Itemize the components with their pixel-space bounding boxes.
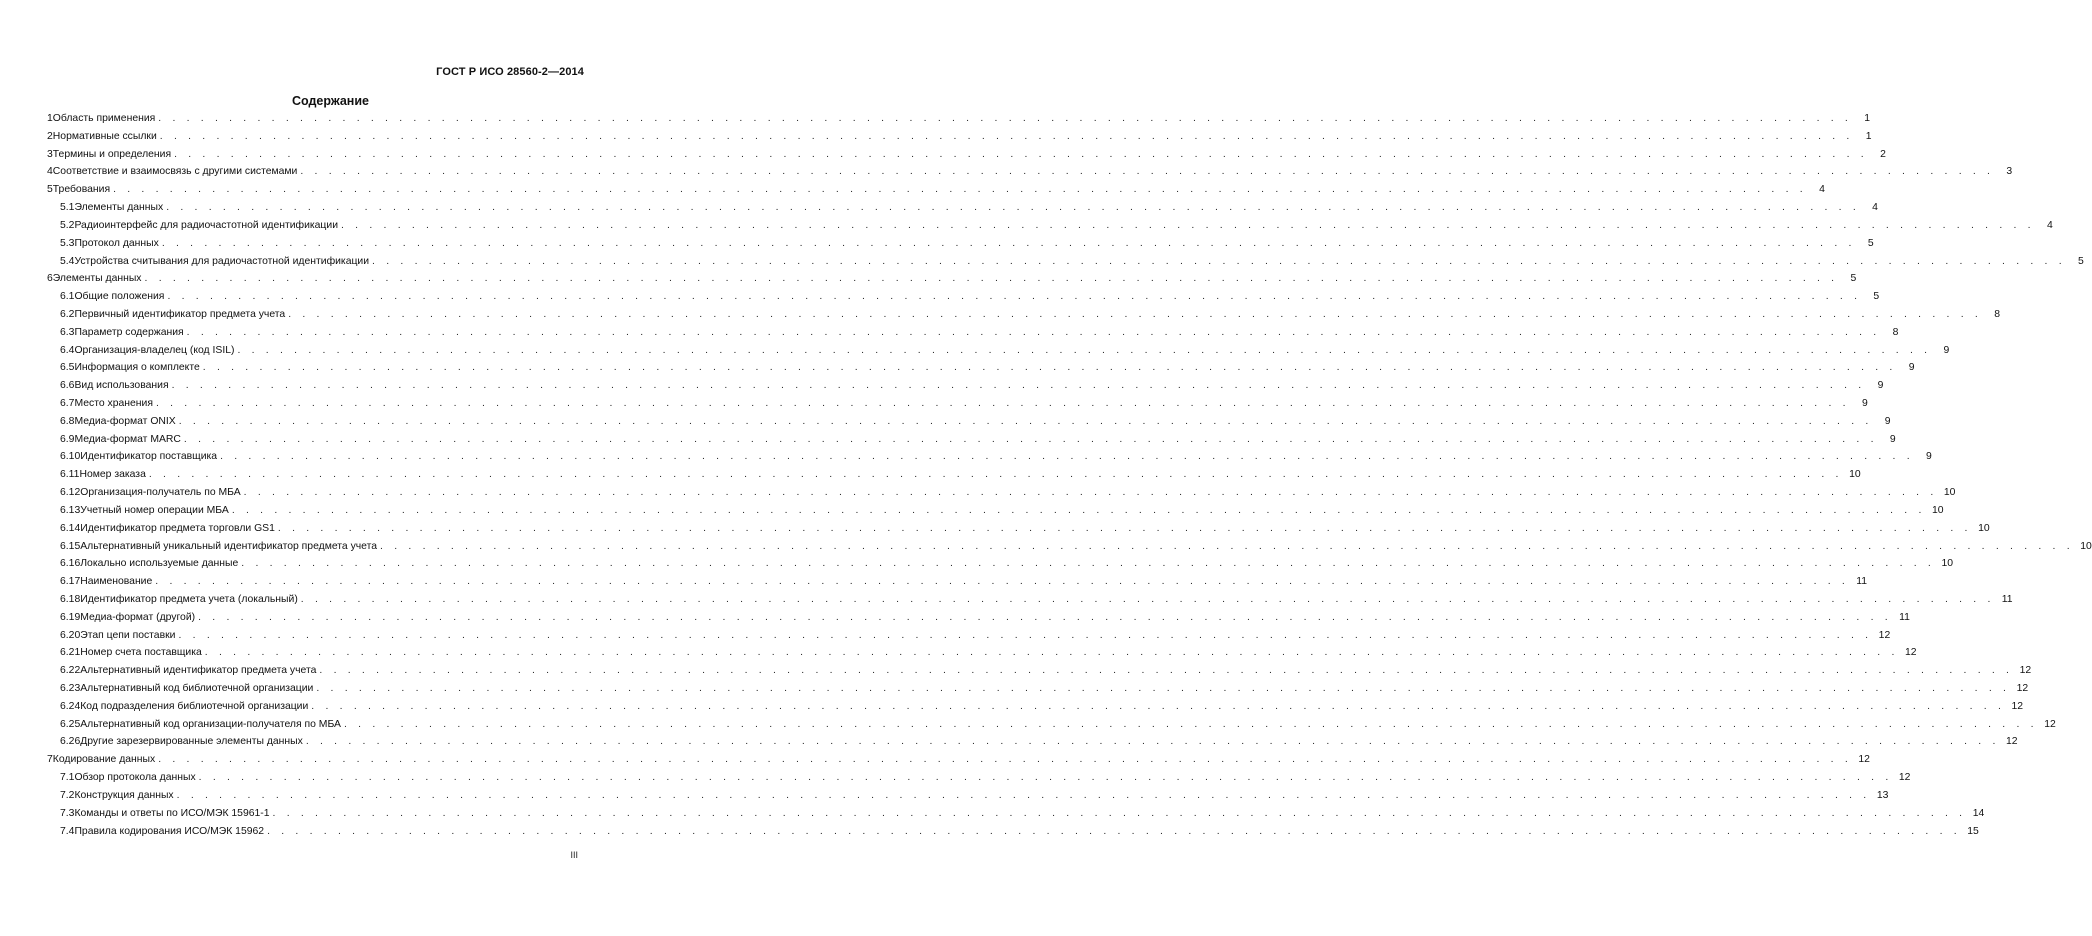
- table-of-contents: [47, 113, 2092, 843]
- toc-entry-page: 4: [2046, 219, 2053, 231]
- toc-entry-number: 6.25: [60, 718, 81, 730]
- toc-entry[interactable]: [47, 362, 1915, 380]
- toc-entry[interactable]: [47, 451, 1932, 469]
- toc-entry-label: Медиа-формат ONIX: [74, 415, 176, 427]
- dot-leader: . . . . . . . . . . . . . . . . . . . . . . . . . . . . . . . . . . . . . . . . . . . . . . . . . . . . . . . . . . . . . . . . . . . . . . . . . . . . . . . . . . . . . . . . . . . . . . . . . . . . . . . . . . . . . . . . . . . . . . . .: [159, 130, 1854, 142]
- toc-entry-label: Этап цепи поставки: [80, 629, 176, 641]
- toc-entry-page: 2: [1880, 148, 1886, 160]
- toc-entry[interactable]: [47, 255, 2084, 274]
- toc-entry-page: 1: [1864, 113, 1871, 124]
- toc-entry-page: 10: [1849, 469, 1861, 481]
- page-title: Содержание: [291, 94, 369, 108]
- dot-leader: . . . . . . . . . . . . . . . . . . . . . . . . . . . . . . . . . . . . . . . . . . . . . . . . . . . . . . . . . . . . . . . . . . . . . . . . . . . . . . . . . . . . . . . . . . . . . . . . . . . . . . . . . . . . . . . . . . . . . . . .: [305, 736, 2000, 748]
- dot-leader: . . . . . . . . . . . . . . . . . . . . . . . . . . . . . . . . . . . . . . . . . . . . . . . . . . . . . . . . . . . . . . . . . . . . . . . . . . . . . . . . . . . . . . . . . . . . . . . . . . . . . . . . . . . . . . . . . . . . . . . .: [155, 576, 1850, 588]
- toc-entry-number: 6.2: [60, 308, 75, 320]
- toc-entry[interactable]: [47, 825, 1979, 844]
- dot-leader: . . . . . . . . . . . . . . . . . . . . . . . . . . . . . . . . . . . . . . . . . . . . . . . . . . . . . . . . . . . . . . . . . . . . . . . . . . . . . . . . . . . . . . . . . . . . . . . . . . . . . . . . . . . . . . . . . . . . . . . .: [300, 593, 1995, 605]
- dot-leader: . . . . . . . . . . . . . . . . . . . . . . . . . . . . . . . . . . . . . . . . . . . . . . . . . . . . . . . . . . . . . . . . . . . . . . . . . . . . . . . . . . . . . . . . . . . . . . . . . . . . . . . . . . . . . . . . . . . . . . . .: [198, 611, 1892, 623]
- dot-leader: . . . . . . . . . . . . . . . . . . . . . . . . . . . . . . . . . . . . . . . . . . . . . . . . . . . . . . . . . . . . . . . . . . . . . . . . . . . . . . . . . . . . . . . . . . . . . . . . . . . . . . . . . . . . . . . . . . . . . . . .: [186, 326, 1881, 338]
- toc-entry-page: 1: [1865, 130, 1872, 142]
- toc-entry-number: 2: [47, 130, 53, 142]
- toc-entry-label: Устройства считывания для радиочастотной идентификации: [74, 255, 370, 267]
- toc-entry-number: 7.3: [60, 807, 75, 819]
- toc-entry-number: 7.1: [60, 772, 75, 784]
- toc-entry-label: Радиоинтерфейс для радиочастотной идентификации: [74, 219, 338, 231]
- dot-leader: . . . . . . . . . . . . . . . . . . . . . . . . . . . . . . . . . . . . . . . . . . . . . . . . . . . . . . . . . . . . . . . . . . . . . . . . . . . . . . . . . . . . . . . . . . . . . . . . . . . . . . . . . . . . . . . . . . . . . . . .: [288, 308, 1982, 320]
- toc-entry[interactable]: [47, 308, 2000, 327]
- toc-entry-number: 5.3: [60, 237, 75, 249]
- toc-entry-label: Идентификатор поставщика: [80, 451, 218, 463]
- toc-entry-number: 6.23: [60, 683, 81, 694]
- dot-leader: . . . . . . . . . . . . . . . . . . . . . . . . . . . . . . . . . . . . . . . . . . . . . . . . . . . . . . . . . . . . . . . . . . . . . . . . . . . . . . . . . . . . . . . . . . . . . . . . . . . . . . . . . . . . . . . . . . . . . . . .: [166, 202, 1860, 214]
- toc-entry-page: 9: [1861, 398, 1868, 409]
- toc-entry-label: Локально используемые данные: [80, 558, 239, 570]
- toc-entry-page: 8: [1892, 326, 1899, 338]
- toc-entry[interactable]: [47, 807, 1985, 826]
- toc-entry-page: 11: [2001, 593, 2013, 605]
- toc-entry[interactable]: [47, 629, 1891, 648]
- toc-entry-number: 5: [47, 184, 53, 196]
- toc-entry-page: 4: [1819, 184, 1825, 196]
- toc-entry[interactable]: [47, 469, 1861, 487]
- toc-entry[interactable]: [47, 665, 2032, 683]
- toc-entry-label: Информация о комплекте: [74, 362, 200, 374]
- toc-entry[interactable]: [47, 593, 2013, 612]
- toc-entry-number: 6.15: [60, 540, 81, 552]
- toc-entry[interactable]: [47, 504, 1944, 523]
- toc-entry-label: Организация-получатель по МБА: [80, 487, 241, 499]
- toc-entry[interactable]: [47, 772, 1911, 790]
- toc-entry-number: 7: [47, 754, 53, 766]
- toc-entry-number: 6.6: [60, 380, 75, 392]
- toc-entry[interactable]: [47, 291, 1880, 309]
- toc-entry-page: 9: [1943, 344, 1950, 356]
- toc-entry-page: 11: [1899, 611, 1910, 623]
- dot-leader: . . . . . . . . . . . . . . . . . . . . . . . . . . . . . . . . . . . . . . . . . . . . . . . . . . . . . . . . . . . . . . . . . . . . . . . . . . . . . . . . . . . . . . . . . . . . . . . . . . . . . . . . . . . . . . . . . . . . . . . .: [144, 273, 1839, 285]
- toc-entry-page: 10: [1932, 504, 1944, 516]
- document-id-header: ГОСТ Р ИСО 28560-2—2014: [436, 66, 584, 78]
- dot-leader: . . . . . . . . . . . . . . . . . . . . . . . . . . . . . . . . . . . . . . . . . . . . . . . . . . . . . . . . . . . . . . . . . . . . . . . . . . . . . . . . . . . . . . . . . . . . . . . . . . . . . . . . . . . . . . . . . . . . . . . .: [300, 166, 1995, 178]
- toc-entry-page: 4: [1872, 202, 1878, 214]
- toc-entry-page: 12: [1905, 647, 1917, 659]
- dot-leader: . . . . . . . . . . . . . . . . . . . . . . . . . . . . . . . . . . . . . . . . . . . . . . . . . . . . . . . . . . . . . . . . . . . . . . . . . . . . . . . . . . . . . . . . . . . . . . . . . . . . . . . . . . . . . . . . . . . . . . . .: [158, 754, 1852, 766]
- toc-entry-number: 6.9: [60, 433, 75, 445]
- toc-entry-number: 6.17: [60, 576, 81, 588]
- toc-entry-label: Альтернативный уникальный идентификатор предмета учета: [80, 540, 378, 552]
- dot-leader: . . . . . . . . . . . . . . . . . . . . . . . . . . . . . . . . . . . . . . . . . . . . . . . . . . . . . . . . . . . . . . . . . . . . . . . . . . . . . . . . . . . . . . . . . . . . . . . . . . . . . . . . . . . . . . . . . . . . . . . .: [372, 255, 2066, 267]
- toc-entry-page: 10: [1941, 558, 1954, 570]
- dot-leader: . . . . . . . . . . . . . . . . . . . . . . . . . . . . . . . . . . . . . . . . . . . . . . . . . . . . . . . . . . . . . . . . . . . . . . . . . . . . . . . . . . . . . . . . . . . . . . . . . . . . . . . . . . . . . . . . . . . . . . . .: [176, 789, 1871, 801]
- toc-entry[interactable]: [47, 148, 1886, 167]
- toc-entry-label: Идентификатор предмета торговли GS1: [80, 522, 275, 534]
- dot-leader: . . . . . . . . . . . . . . . . . . . . . . . . . . . . . . . . . . . . . . . . . . . . . . . . . . . . . . . . . . . . . . . . . . . . . . . . . . . . . . . . . . . . . . . . . . . . . . . . . . . . . . . . . . . . . . . . . . . . . . . .: [198, 772, 1893, 784]
- toc-entry-number: 6.5: [60, 362, 75, 374]
- toc-entry-label: Другие зарезервированные элементы данных: [80, 736, 303, 748]
- toc-entry-number: 5.1: [60, 202, 75, 214]
- toc-entry-page: 3: [2006, 166, 2013, 178]
- dot-leader: . . . . . . . . . . . . . . . . . . . . . . . . . . . . . . . . . . . . . . . . . . . . . . . . . . . . . . . . . . . . . . . . . . . . . . . . . . . . . . . . . . . . . . . . . . . . . . . . . . . . . . . . . . . . . . . . . . . . . . . .: [311, 700, 2006, 712]
- dot-leader: . . . . . . . . . . . . . . . . . . . . . . . . . . . . . . . . . . . . . . . . . . . . . . . . . . . . . . . . . . . . . . . . . . . . . . . . . . . . . . . . . . . . . . . . . . . . . . . . . . . . . . . . . . . . . . . . . . . . . . . .: [167, 291, 1862, 303]
- toc-entry[interactable]: [47, 700, 2024, 719]
- toc-entry-number: 6.8: [60, 415, 75, 427]
- dot-leader: . . . . . . . . . . . . . . . . . . . . . . . . . . . . . . . . . . . . . . . . . . . . . . . . . . . . . . . . . . . . . . . . . . . . . . . . . . . . . . . . . . . . . . . . . . . . . . . . . . . . . . . . . . . . . . . . . . . . . . . .: [241, 558, 1936, 570]
- toc-entry-number: 6.12: [60, 487, 81, 499]
- toc-entry-label: Общие положения: [74, 291, 165, 303]
- toc-entry-page: 10: [1943, 487, 1956, 499]
- toc-entry[interactable]: [47, 415, 1891, 434]
- toc-entry-label: Место хранения: [74, 398, 153, 409]
- toc-entry[interactable]: [47, 487, 1956, 505]
- dot-leader: . . . . . . . . . . . . . . . . . . . . . . . . . . . . . . . . . . . . . . . . . . . . . . . . . . . . . . . . . . . . . . . . . . . . . . . . . . . . . . . . . . . . . . . . . . . . . . . . . . . . . . . . . . . . . . . . . . . . . . . .: [343, 718, 2038, 730]
- dot-leader: . . . . . . . . . . . . . . . . . . . . . . . . . . . . . . . . . . . . . . . . . . . . . . . . . . . . . . . . . . . . . . . . . . . . . . . . . . . . . . . . . . . . . . . . . . . . . . . . . . . . . . . . . . . . . . . . . . . . . . . .: [341, 219, 2035, 231]
- toc-entry-page: 12: [2016, 683, 2029, 694]
- dot-leader: . . . . . . . . . . . . . . . . . . . . . . . . . . . . . . . . . . . . . . . . . . . . . . . . . . . . . . . . . . . . . . . . . . . . . . . . . . . . . . . . . . . . . . . . . . . . . . . . . . . . . . . . . . . . . . . . . . . . . . . .: [380, 540, 2074, 552]
- dot-leader: . . . . . . . . . . . . . . . . . . . . . . . . . . . . . . . . . . . . . . . . . . . . . . . . . . . . . . . . . . . . . . . . . . . . . . . . . . . . . . . . . . . . . . . . . . . . . . . . . . . . . . . . . . . . . . . . . . . . . . . .: [148, 469, 1843, 481]
- dot-leader: . . . . . . . . . . . . . . . . . . . . . . . . . . . . . . . . . . . . . . . . . . . . . . . . . . . . . . . . . . . . . . . . . . . . . . . . . . . . . . . . . . . . . . . . . . . . . . . . . . . . . . . . . . . . . . . . . . . . . . . .: [161, 237, 1856, 249]
- toc-entry-label: Вид использования: [74, 380, 169, 392]
- toc-entry[interactable]: [47, 184, 1825, 202]
- toc-entry-page: 14: [1972, 807, 1985, 819]
- dot-leader: . . . . . . . . . . . . . . . . . . . . . . . . . . . . . . . . . . . . . . . . . . . . . . . . . . . . . . . . . . . . . . . . . . . . . . . . . . . . . . . . . . . . . . . . . . . . . . . . . . . . . . . . . . . . . . . . . . . . . . . .: [267, 825, 1961, 837]
- toc-entry-page: 9: [1877, 380, 1884, 392]
- toc-entry-label: Наименование: [80, 576, 153, 588]
- toc-entry-number: 7.2: [60, 789, 75, 801]
- toc-entry-number: 6.3: [60, 326, 75, 338]
- toc-entry[interactable]: [47, 558, 1954, 576]
- toc-entry-page: 9: [1908, 362, 1915, 374]
- toc-entry[interactable]: [47, 273, 1857, 291]
- toc-entry-page: 12: [2006, 736, 2018, 748]
- toc-entry-page: 8: [1994, 308, 2000, 320]
- dot-leader: . . . . . . . . . . . . . . . . . . . . . . . . . . . . . . . . . . . . . . . . . . . . . . . . . . . . . . . . . . . . . . . . . . . . . . . . . . . . . . . . . . . . . . . . . . . . . . . . . . . . . . . . . . . . . . . . . . . . . . . .: [316, 683, 2011, 694]
- toc-entry-page: 13: [1876, 789, 1889, 801]
- toc-entry-number: 6.26: [60, 736, 81, 748]
- toc-entry-page: 12: [2011, 700, 2024, 712]
- toc-entry-label: Код подразделения библиотечной организации: [80, 700, 309, 712]
- toc-entry-number: 4: [47, 166, 53, 178]
- toc-entry[interactable]: [47, 326, 1899, 345]
- toc-entry-page: 5: [1850, 273, 1857, 285]
- toc-entry-number: 6.18: [60, 593, 81, 605]
- toc-entry-number: 6.22: [60, 665, 81, 677]
- toc-entry-number: 5.4: [60, 255, 75, 267]
- toc-entry-label: Правила кодирования ИСО/МЭК 15962: [74, 825, 265, 837]
- dot-leader: . . . . . . . . . . . . . . . . . . . . . . . . . . . . . . . . . . . . . . . . . . . . . . . . . . . . . . . . . . . . . . . . . . . . . . . . . . . . . . . . . . . . . . . . . . . . . . . . . . . . . . . . . . . . . . . . . . . . . . . .: [243, 487, 1938, 499]
- toc-entry-page: 12: [1898, 772, 1911, 784]
- toc-entry[interactable]: [47, 540, 2092, 559]
- toc-entry[interactable]: [47, 789, 1889, 808]
- toc-entry-page: 11: [1856, 576, 1868, 588]
- dot-leader: . . . . . . . . . . . . . . . . . . . . . . . . . . . . . . . . . . . . . . . . . . . . . . . . . . . . . . . . . . . . . . . . . . . . . . . . . . . . . . . . . . . . . . . . . . . . . . . . . . . . . . . . . . . . . . . . . . . . . . . .: [158, 113, 1853, 124]
- toc-entry-label: Термины и определения: [52, 148, 172, 160]
- toc-entry-label: Номер счета поставщика: [80, 647, 202, 659]
- dot-leader: . . . . . . . . . . . . . . . . . . . . . . . . . . . . . . . . . . . . . . . . . . . . . . . . . . . . . . . . . . . . . . . . . . . . . . . . . . . . . . . . . . . . . . . . . . . . . . . . . . . . . . . . . . . . . . . . . . . . . . . .: [178, 415, 1873, 427]
- dot-leader: . . . . . . . . . . . . . . . . . . . . . . . . . . . . . . . . . . . . . . . . . . . . . . . . . . . . . . . . . . . . . . . . . . . . . . . . . . . . . . . . . . . . . . . . . . . . . . . . . . . . . . . . . . . . . . . . . . . . . . . .: [237, 344, 1932, 356]
- toc-entry[interactable]: [47, 683, 2029, 701]
- toc-entry-label: Учетный номер операции МБА: [80, 504, 229, 516]
- toc-entry-number: 6.4: [60, 344, 75, 356]
- toc-entry-number: 5.2: [60, 219, 75, 231]
- dot-leader: . . . . . . . . . . . . . . . . . . . . . . . . . . . . . . . . . . . . . . . . . . . . . . . . . . . . . . . . . . . . . . . . . . . . . . . . . . . . . . . . . . . . . . . . . . . . . . . . . . . . . . . . . . . . . . . . . . . . . . . .: [202, 362, 1897, 374]
- toc-entry-page: 5: [1867, 237, 1874, 249]
- toc-entry-label: Соответствие и взаимосвязь с другими системами: [52, 166, 298, 178]
- toc-entry[interactable]: [47, 344, 1950, 363]
- dot-leader: . . . . . . . . . . . . . . . . . . . . . . . . . . . . . . . . . . . . . . . . . . . . . . . . . . . . . . . . . . . . . . . . . . . . . . . . . . . . . . . . . . . . . . . . . . . . . . . . . . . . . . . . . . . . . . . . . . . . . . . .: [319, 665, 2014, 677]
- toc-entry-page: 10: [1978, 522, 1990, 534]
- toc-entry-label: Кодирование данных: [52, 754, 156, 766]
- toc-entry-label: Номер заказа: [79, 469, 146, 481]
- toc-entry[interactable]: [47, 522, 1990, 541]
- toc-entry-page: 9: [1889, 433, 1896, 445]
- toc-entry-number: 6: [47, 273, 53, 285]
- toc-entry-page: 12: [1858, 754, 1870, 766]
- toc-entry-label: Нормативные ссылки: [52, 130, 157, 142]
- toc-entry-label: Альтернативный идентификатор предмета учета: [80, 665, 317, 677]
- toc-entry-label: Обзор протокола данных: [74, 772, 196, 784]
- toc-entry[interactable]: [47, 237, 1874, 256]
- toc-entry[interactable]: [47, 113, 1871, 131]
- toc-entry-label: Идентификатор предмета учета (локальный): [80, 593, 298, 605]
- toc-entry-label: Элементы данных: [52, 273, 142, 285]
- toc-entry-page: 9: [1926, 451, 1932, 463]
- toc-entry-page: 10: [2080, 540, 2092, 552]
- dot-leader: . . . . . . . . . . . . . . . . . . . . . . . . . . . . . . . . . . . . . . . . . . . . . . . . . . . . . . . . . . . . . . . . . . . . . . . . . . . . . . . . . . . . . . . . . . . . . . . . . . . . . . . . . . . . . . . . . . . . . . . .: [231, 504, 1926, 516]
- toc-entry-page: 12: [2044, 718, 2056, 730]
- toc-entry-number: 6.20: [60, 629, 81, 641]
- toc-entry[interactable]: [47, 647, 1917, 665]
- toc-entry-number: 6.14: [60, 522, 81, 534]
- toc-entry-label: Команды и ответы по ИСО/МЭК 15961-1: [74, 807, 270, 819]
- dot-leader: . . . . . . . . . . . . . . . . . . . . . . . . . . . . . . . . . . . . . . . . . . . . . . . . . . . . . . . . . . . . . . . . . . . . . . . . . . . . . . . . . . . . . . . . . . . . . . . . . . . . . . . . . . . . . . . . . . . . . . . .: [204, 647, 1899, 659]
- toc-entry[interactable]: [47, 611, 1910, 630]
- dot-leader: . . . . . . . . . . . . . . . . . . . . . . . . . . . . . . . . . . . . . . . . . . . . . . . . . . . . . . . . . . . . . . . . . . . . . . . . . . . . . . . . . . . . . . . . . . . . . . . . . . . . . . . . . . . . . . . . . . . . . . . .: [174, 148, 1868, 160]
- toc-entry-number: 1: [47, 113, 53, 124]
- toc-entry-label: Элементы данных: [74, 202, 164, 214]
- dot-leader: . . . . . . . . . . . . . . . . . . . . . . . . . . . . . . . . . . . . . . . . . . . . . . . . . . . . . . . . . . . . . . . . . . . . . . . . . . . . . . . . . . . . . . . . . . . . . . . . . . . . . . . . . . . . . . . . . . . . . . . .: [277, 522, 1972, 534]
- toc-entry[interactable]: [47, 380, 1884, 398]
- toc-entry-number: 6.16: [60, 558, 81, 570]
- toc-entry[interactable]: [47, 718, 2056, 737]
- toc-entry-number: 6.13: [60, 504, 81, 516]
- toc-entry[interactable]: [47, 398, 1868, 416]
- toc-entry-number: 7.4: [60, 825, 75, 837]
- toc-entry-page: 12: [1878, 629, 1891, 641]
- toc-entry-number: 3: [47, 148, 53, 160]
- toc-entry-number: 6.24: [60, 700, 81, 712]
- toc-entry-page: 12: [2019, 665, 2032, 677]
- toc-entry-label: Первичный идентификатор предмета учета: [74, 308, 286, 320]
- toc-entry-number: 6.21: [60, 647, 81, 659]
- toc-entry-page: 5: [2078, 255, 2084, 267]
- toc-entry[interactable]: [47, 219, 2053, 238]
- dot-leader: . . . . . . . . . . . . . . . . . . . . . . . . . . . . . . . . . . . . . . . . . . . . . . . . . . . . . . . . . . . . . . . . . . . . . . . . . . . . . . . . . . . . . . . . . . . . . . . . . . . . . . . . . . . . . . . . . . . . . . . .: [113, 184, 1807, 196]
- toc-entry-label: Требования: [52, 184, 111, 196]
- toc-entry-page: 5: [1873, 291, 1880, 303]
- dot-leader: . . . . . . . . . . . . . . . . . . . . . . . . . . . . . . . . . . . . . . . . . . . . . . . . . . . . . . . . . . . . . . . . . . . . . . . . . . . . . . . . . . . . . . . . . . . . . . . . . . . . . . . . . . . . . . . . . . . . . . . .: [220, 451, 1914, 463]
- toc-entry-label: Медиа-формат MARC: [74, 433, 181, 445]
- toc-entry-label: Организация-владелец (код ISIL): [74, 344, 235, 356]
- toc-entry-page: 9: [1884, 415, 1891, 427]
- toc-entry-number: 6.19: [60, 611, 81, 623]
- dot-leader: . . . . . . . . . . . . . . . . . . . . . . . . . . . . . . . . . . . . . . . . . . . . . . . . . . . . . . . . . . . . . . . . . . . . . . . . . . . . . . . . . . . . . . . . . . . . . . . . . . . . . . . . . . . . . . . . . . . . . . . .: [155, 398, 1850, 409]
- toc-entry-number: 6.11: [60, 469, 80, 481]
- toc-entry-number: 6.7: [60, 398, 75, 409]
- toc-entry-label: Альтернативный код организации-получателя по МБА: [80, 718, 341, 730]
- toc-entry[interactable]: [47, 576, 1868, 594]
- toc-entry[interactable]: [47, 736, 2018, 754]
- toc-entry[interactable]: [47, 754, 1870, 772]
- toc-entry-label: Область применения: [52, 113, 156, 124]
- dot-leader: . . . . . . . . . . . . . . . . . . . . . . . . . . . . . . . . . . . . . . . . . . . . . . . . . . . . . . . . . . . . . . . . . . . . . . . . . . . . . . . . . . . . . . . . . . . . . . . . . . . . . . . . . . . . . . . . . . . . . . . .: [178, 629, 1873, 641]
- toc-entry-page: 15: [1967, 825, 1979, 837]
- toc-entry-number: 6.10: [60, 451, 81, 463]
- dot-leader: . . . . . . . . . . . . . . . . . . . . . . . . . . . . . . . . . . . . . . . . . . . . . . . . . . . . . . . . . . . . . . . . . . . . . . . . . . . . . . . . . . . . . . . . . . . . . . . . . . . . . . . . . . . . . . . . . . . . . . . .: [272, 807, 1967, 819]
- toc-entry-label: Параметр содержания: [74, 326, 184, 338]
- toc-entry[interactable]: [47, 166, 2013, 184]
- toc-entry-number: 6.1: [60, 291, 75, 303]
- page-number: III: [570, 850, 578, 860]
- toc-entry[interactable]: [47, 130, 1872, 149]
- toc-entry-label: Протокол данных: [74, 237, 159, 249]
- dot-leader: . . . . . . . . . . . . . . . . . . . . . . . . . . . . . . . . . . . . . . . . . . . . . . . . . . . . . . . . . . . . . . . . . . . . . . . . . . . . . . . . . . . . . . . . . . . . . . . . . . . . . . . . . . . . . . . . . . . . . . . .: [171, 380, 1866, 392]
- toc-entry[interactable]: [47, 202, 1878, 220]
- toc-entry-label: Медиа-формат (другой): [80, 611, 196, 623]
- toc-entry-label: Конструкция данных: [74, 789, 174, 801]
- dot-leader: . . . . . . . . . . . . . . . . . . . . . . . . . . . . . . . . . . . . . . . . . . . . . . . . . . . . . . . . . . . . . . . . . . . . . . . . . . . . . . . . . . . . . . . . . . . . . . . . . . . . . . . . . . . . . . . . . . . . . . . .: [183, 433, 1878, 445]
- toc-entry-label: Альтернативный код библиотечной организации: [80, 683, 314, 694]
- toc-entry[interactable]: [47, 433, 1896, 452]
